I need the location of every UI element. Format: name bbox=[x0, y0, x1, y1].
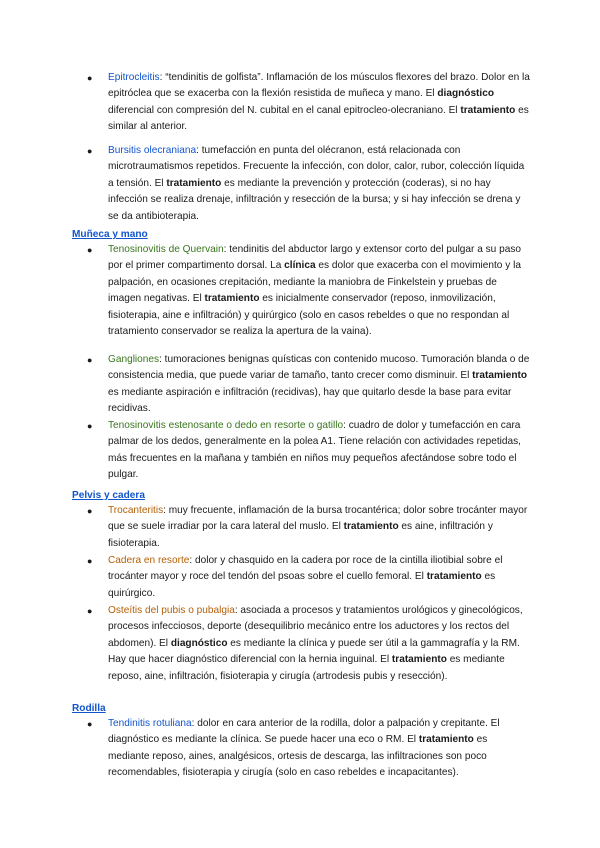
term-trocanteritis: Trocanteritis bbox=[108, 505, 164, 516]
list-item-quervain: Tenosinovitis de Quervain: tendinitis del abductor largo y extensor corto del pulgar a su paso por el primer compartimento dorsal. La clínica es dolor que exacerba con el movimiento y la palpación, en ocasiones crepitación, mediante la maniobra de Finkelstein y pruebas de imagen negativas. El tratamiento es inicialmente conservador (reposo, inmovilización, fisioterapia, aine e infiltración) y quirúrgico (solo en casos rebeldes o que no respondan al tratamiento conservador se realiza la apertura de la vaina). bbox=[108, 244, 521, 338]
term-gangliones: Gangliones bbox=[108, 354, 160, 365]
bullet-icon: ● bbox=[87, 245, 93, 255]
bullet-icon: ● bbox=[87, 719, 93, 729]
section-title-pelvis-cadera[interactable]: Pelvis y cadera bbox=[72, 490, 145, 501]
bullet-icon: ● bbox=[87, 556, 93, 566]
bullet-icon: ● bbox=[87, 606, 93, 616]
term-tendinitis-rotuliana: Tendinitis rotuliana bbox=[108, 718, 192, 729]
list-item-bursitis-olecraniana: Bursitis olecraniana: tumefacción en punta del olécranon, está relacionada con microtraumatismos repetidos. Frecuente la infección, con dolor, calor, rubor, colección líquida a tensión. El tratamiento es mediante la prevención y protección (coderas), si no hay infección se realiza drenaje, infiltración y resección de la bursa; y si hay infección se drena y se da antibioterapia. bbox=[108, 145, 525, 222]
list-item-tendinitis-rotuliana: Tendinitis rotuliana: dolor en cara anterior de la rodilla, dolor a palpación y crepitante. El diagnóstico es mediante la clínica. Se puede hacer una eco o RM. El tratamiento es mediante reposo, aines, analgésicos, ortesis de descarga, las infiltraciones son poco recomendables, fisioterapia y cirugía (solo en caso rebeldes e incapacitantes). bbox=[108, 718, 500, 779]
term-quervain: Tenosinovitis de Quervain bbox=[108, 244, 224, 255]
term-osteitis-pubis: Osteítis del pubis o pubalgia bbox=[108, 605, 235, 616]
term-cadera-en-resorte: Cadera en resorte bbox=[108, 555, 190, 566]
term-dedo-en-resorte: Tenosinovitis estenosante o dedo en resorte o gatillo bbox=[108, 420, 344, 431]
bullet-icon: ● bbox=[87, 421, 93, 431]
list-item-cadera-en-resorte: Cadera en resorte: dolor y chasquido en la cadera por roce de la cintilla iliotibial sobre el trocánter mayor y roce del tendón del psoas sobre el cuello femoral. El tratamiento es quirúrgico. bbox=[108, 555, 503, 599]
bullet-icon: ● bbox=[87, 506, 93, 516]
bullet-icon: ● bbox=[87, 73, 93, 83]
bullet-icon: ● bbox=[87, 355, 93, 365]
bullet-icon: ● bbox=[87, 146, 93, 156]
list-item-gangliones: Gangliones: tumoraciones benignas quísticas con contenido mucoso. Tumoración blanda o de consistencia media, que puede variar de tamaño, tanto crecer como disminuir. El tratamiento es mediante aspiración e infiltración (recidivas), hay que quitarlo desde la base para evitar recidivas. bbox=[108, 354, 530, 415]
section-title-rodilla[interactable]: Rodilla bbox=[72, 703, 106, 714]
list-item-osteitis-pubis: Osteítis del pubis o pubalgia: asociada a procesos y tratamientos urológicos y ginecológicos, procesos infecciosos, deporte (desequilibrio mecánico entre los aductores y los rectos del abdomen). El diagnóstico es mediante la clínica y puede ser útil a la gammagrafía y la RM. Hay que hacer diagnóstico diferencial con la hernia inguinal. El tratamiento es mediante reposo, aine, infiltración, fisioterapia y cirugía (artrodesis pubis y resección). bbox=[108, 605, 523, 682]
term-bursitis-olecraniana: Bursitis olecraniana bbox=[108, 145, 197, 156]
list-item-epitrocleitis: Epitrocleitis: “tendinitis de golfista”. Inflamación de los músculos flexores del brazo. Dolor en la epitróclea que se exacerba con la flexión resistida de muñeca y mano. El diagnóstico diferencial con compresión del N. cubital en el canal epitrocleo-olecraniano. El tratamiento es similar al anterior. bbox=[108, 72, 530, 133]
section-title-muneca-mano[interactable]: Muñeca y mano bbox=[72, 229, 148, 240]
term-epitrocleitis: Epitrocleitis bbox=[108, 72, 160, 83]
list-item-trocanteritis: Trocanteritis: muy frecuente, inflamación de la bursa trocantérica; dolor sobre trocánter mayor que se suele irradiar por la cara lateral del muslo. El tratamiento es aine, infiltración y fisioterapia. bbox=[108, 505, 528, 549]
list-item-dedo-en-resorte: Tenosinovitis estenosante o dedo en resorte o gatillo: cuadro de dolor y tumefacción en cara palmar de los dedos, generalmente en la polea A1. Tiene relación con actividades repetidas, más frecuentes en la mañana y también en niños muy pequeños afectándose sobre todo el pulgar. bbox=[108, 420, 521, 481]
